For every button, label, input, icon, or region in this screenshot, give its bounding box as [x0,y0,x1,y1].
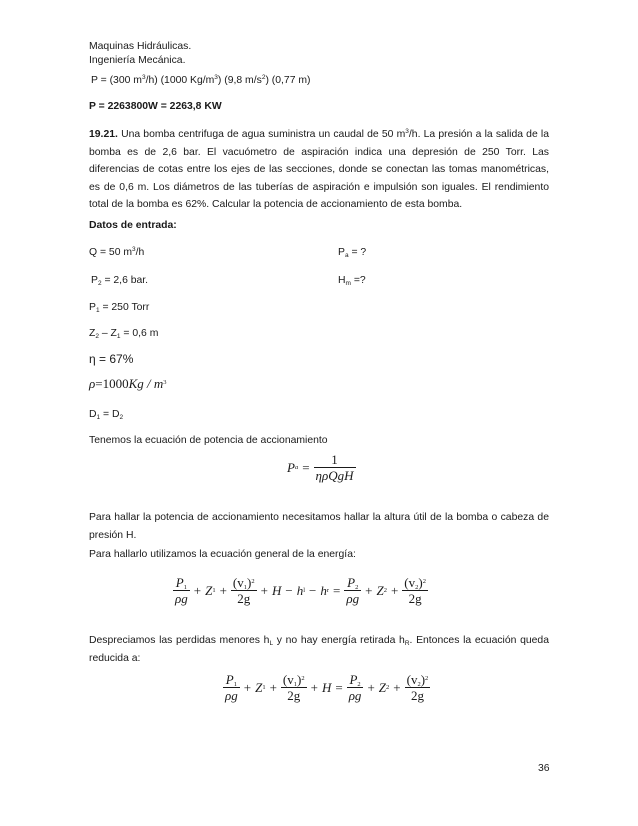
page-number: 36 [538,763,550,774]
power-equation: P a = $\frac{1}{\text{ηρQgH}}$ [287,452,354,483]
input-elevation-diff: $Z_2 - Z_1 = 0,6$ m [89,328,159,340]
input-efficiency: η = 67% [89,352,134,366]
text-power-equation: Tenemos la ecuación de potencia de accionamiento [89,435,328,446]
input-flow: Q = 50 $m^3/h$ [89,246,145,258]
input-suction-pressure: $P_1 = 250$ Torr [89,302,150,314]
header-course: Maquinas Hidráulicas. [89,41,192,52]
power-fraction: $\frac{1}{\text{ηρQgH}}$ [315,452,354,483]
data-heading: Datos de entrada: [89,220,177,231]
calc-result: P = 2263800W = 2263,8 KW [89,101,222,112]
text-neglect-losses: Despreciamos las perdidas menores $h_L$ y no hay energía retirada $h_R$. Entonces la ecuación queda reducida a: [89,635,549,664]
input-power-unknown: $P_a$ = ? [338,247,367,259]
calc-line: P = (300 $m^3/h$) (1000 $Kg/m^3$) (9,8 $m/s^2$) (0,77 m) [91,74,311,86]
problem-number: 19.21. [89,129,118,140]
energy-equation: $\frac{P_1}{\rho g}$ + Z 1 + $\frac{(v_1)^2}{2g}$ + H − h l − h r = $\frac{P_2}{\rho g}$ + Z 2 + $\frac{(v_2)^2}{2g}$ [175,575,426,606]
header-degree: Ingeniería Mecánica. [89,55,186,66]
reduced-energy-equation: $\frac{P_1}{\rho g}$ + Z 1 + $\frac{(v_1)^2}{2g}$ + H = $\frac{P_2}{\rho g}$ + Z 2 + $\frac{(v_2)^2}{2g}$ [225,672,429,703]
input-head-unknown: $H_m$ =? [338,275,366,287]
problem-statement: 19.21. Una bomba centrifuga de agua suministra un caudal de 50 $m^3/h$. La presión a la salida de la bomba es de 2,6 bar. El vacuómetro de aspiración indica una depresión de 250 Torr. Las diferencias de cotas entre los ejes de las secciones, donde se conectan las tomas manométricas, es de 0,6 m. Los diámetros de las tuberías de aspiración e impulsión son iguales. El rendimiento total de la bomba es 62%. Calcular la potencia de accionamiento de esta bomba. [89,128,549,210]
input-density: $\rho=1000Kg / m^3$ [89,376,167,391]
text-head-requirement: Para hallar la potencia de accionamiento necesitamos hallar la altura útil de la bomba o cabeza de presión H. [89,512,549,541]
input-outlet-pressure: $P_2 = 2,6$ bar. [91,275,149,287]
input-diameters: $D_1 = D_2$ [89,409,124,421]
text-energy-intro: Para hallarlo utilizamos la ecuación general de la energía: [89,549,356,560]
